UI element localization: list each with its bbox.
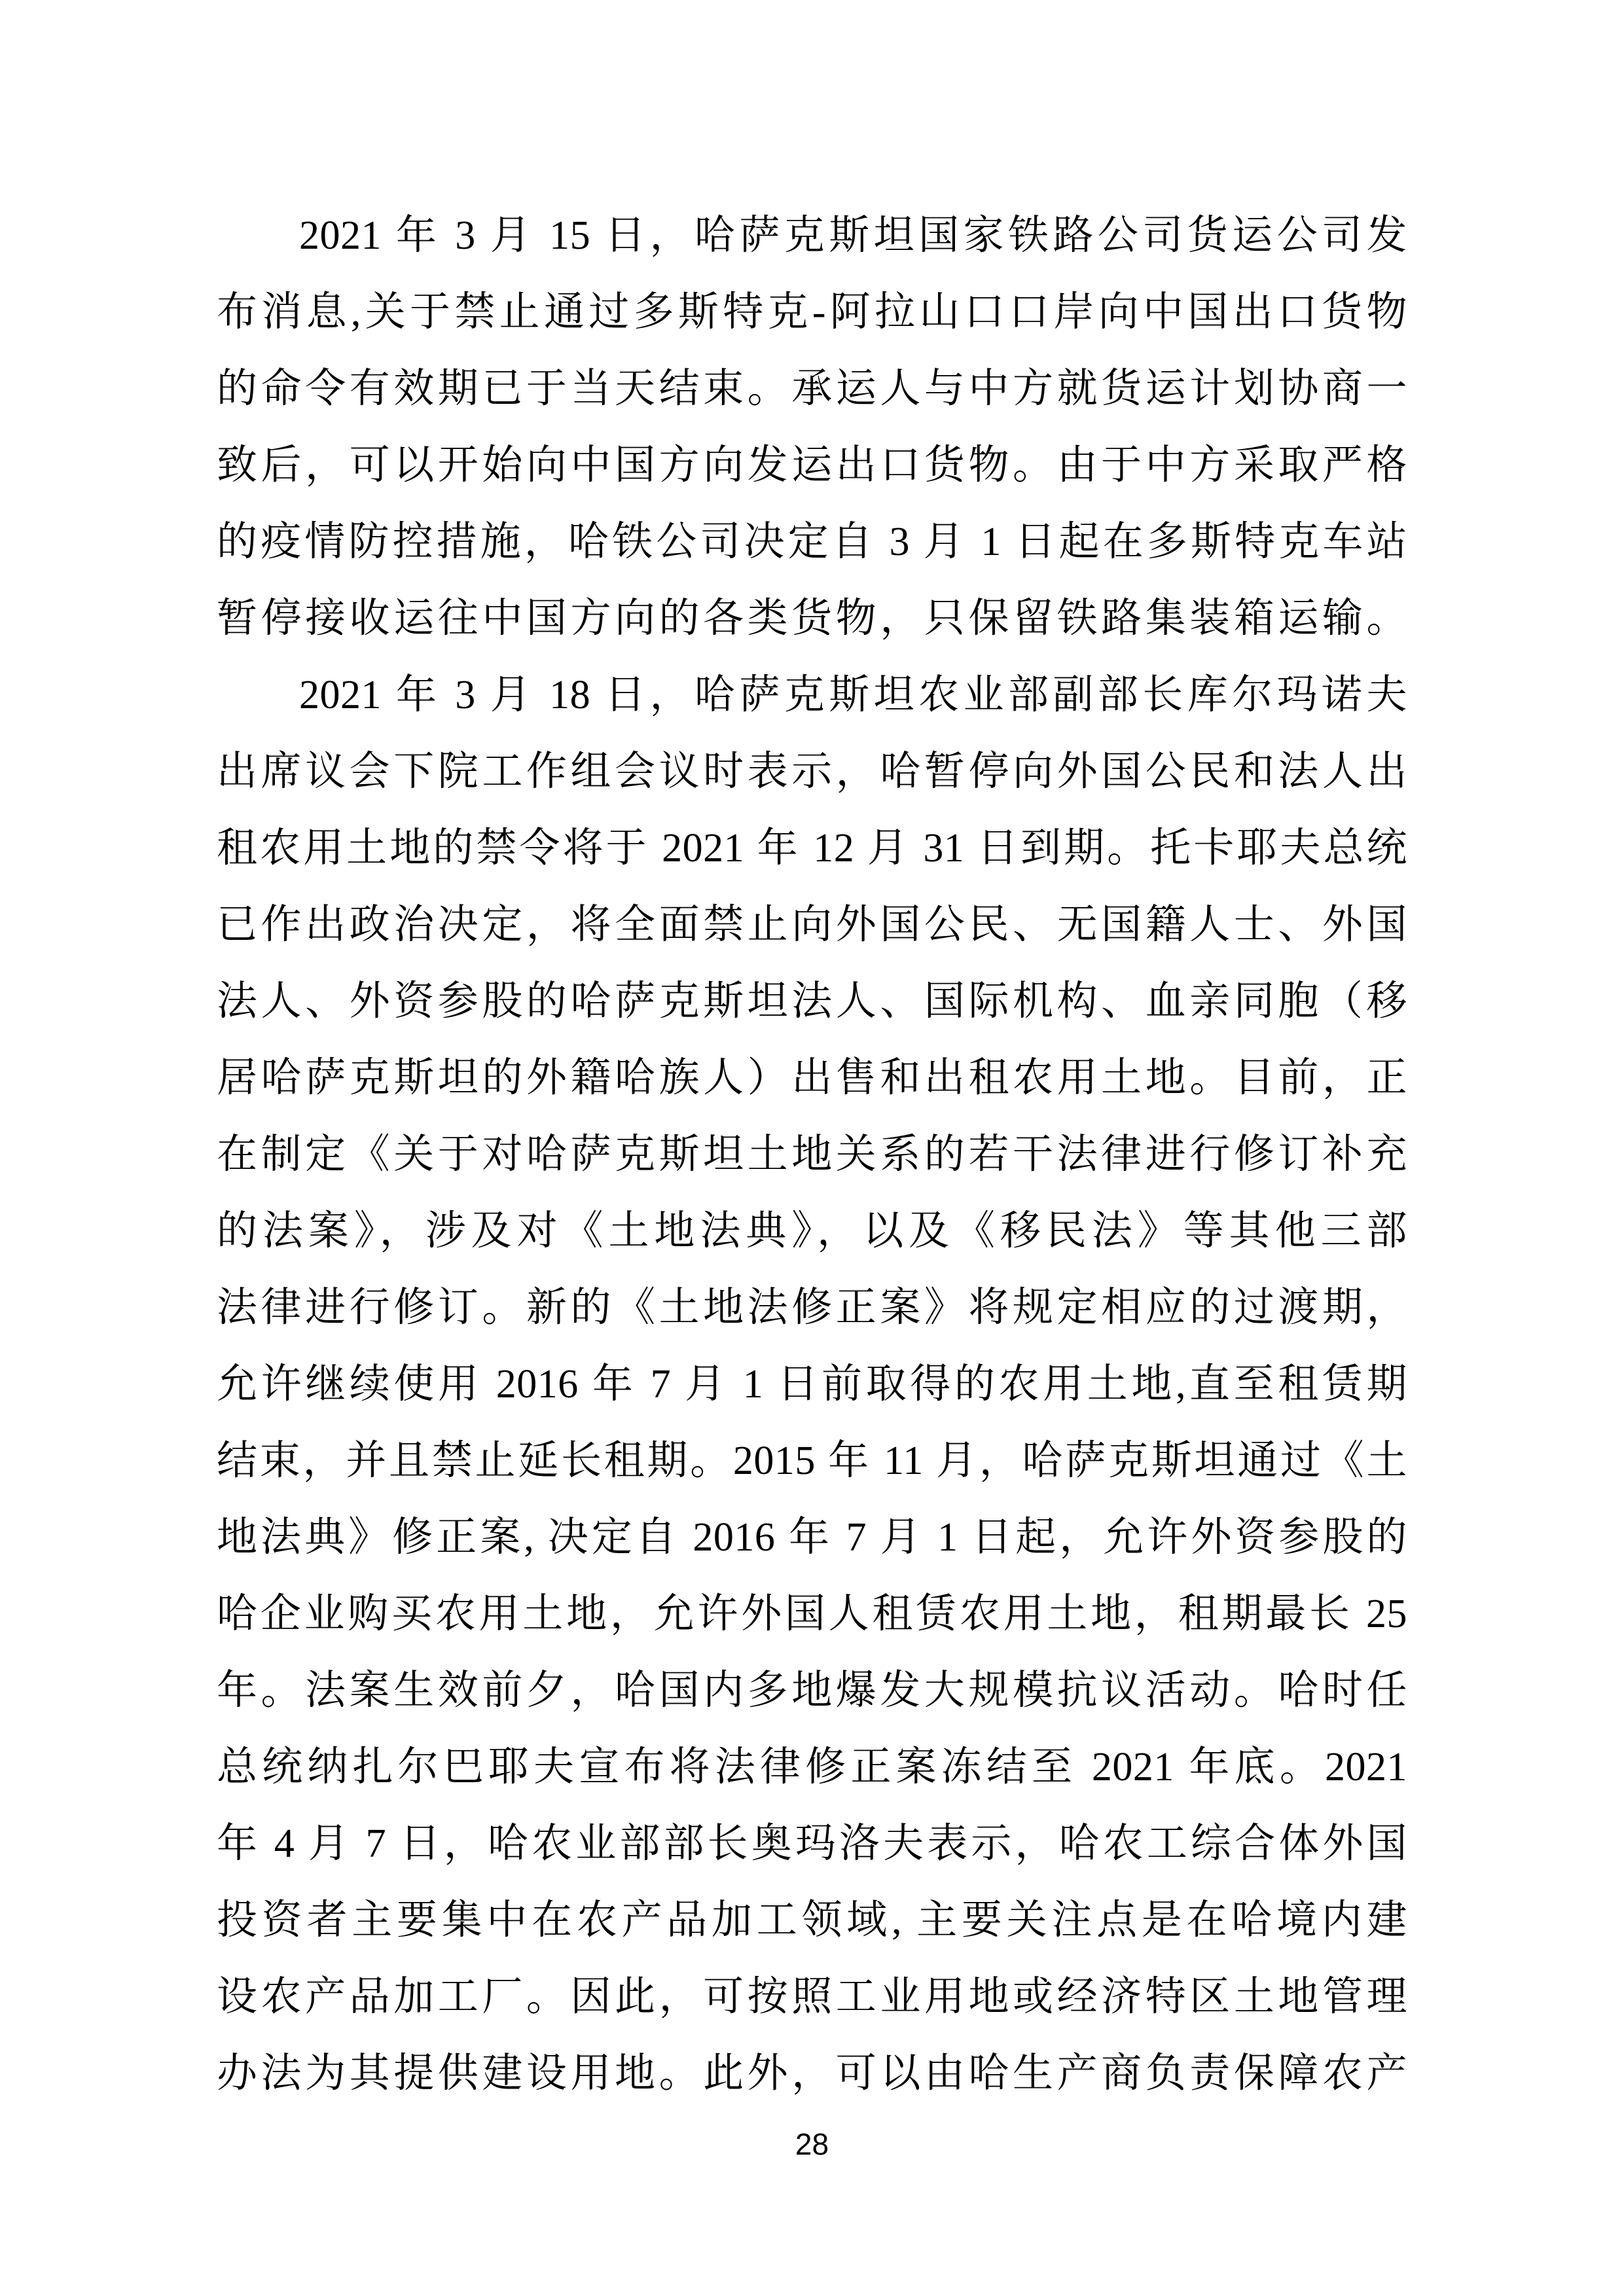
paragraph-rail-cargo [217,198,1407,657]
text-line: 在制定《关于对哈萨克斯坦土地关系的若干法律进行修订补充 [217,1132,1407,1177]
text-line: 法人、外资参股的哈萨克斯坦法人、国际机构、血亲同胞（移 [217,979,1407,1024]
text-line: 布消息,关于禁止通过多斯特克-阿拉山口口岸向中国出口货物 [217,290,1407,334]
text-line: 哈企业购买农用土地，允许外国人租赁农用土地，租期最长 25 [217,1592,1407,1636]
page-body-text [217,198,1407,2112]
page-footer [0,2125,1624,2164]
text-line: 2021 年 3 月 15 日，哈萨克斯坦国家铁路公司货运公司发 [299,213,1407,258]
text-line: 2021 年 3 月 18 日，哈萨克斯坦农业部副部长库尔玛诺夫 [299,673,1407,717]
page-number: 28 [795,2127,829,2161]
text-line: 年 4 月 7 日，哈农业部部长奥玛洛夫表示，哈农工综合体外国 [217,1821,1407,1866]
text-line: 居哈萨克斯坦的外籍哈族人）出售和出租农用土地。目前，正 [217,1056,1407,1100]
text-line: 设农产品加工厂。因此，可按照工业用地或经济特区土地管理 [217,1975,1407,2019]
paragraph-farmland-ban [217,657,1407,2112]
text-line: 致后，可以开始向中国方向发运出口货物。由于中方采取严格 [217,443,1407,488]
text-line: 的疫情防控措施，哈铁公司决定自 3 月 1 日起在多斯特克车站 [217,520,1407,564]
text-line: 办法为其提供建设用地。此外，可以由哈生产商负责保障农产 [217,2051,1407,2096]
text-line: 结束，并且禁止延长租期。2015 年 11 月，哈萨克斯坦通过《土 [217,1439,1407,1483]
text-line: 的法案》，涉及对《土地法典》，以及《移民法》等其他三部 [217,1209,1407,1253]
text-line: 地法典》修正案, 决定自 2016 年 7 月 1 日起，允许外资参股的 [217,1515,1407,1560]
text-line: 投资者主要集中在农产品加工领域, 主要关注点是在哈境内建 [217,1898,1407,1943]
text-line: 法律进行修订。新的《土地法修正案》将规定相应的过渡期， [217,1285,1407,1330]
text-line: 出席议会下院工作组会议时表示，哈暂停向外国公民和法人出 [217,749,1407,794]
text-line: 暂停接收运往中国方向的各类货物，只保留铁路集装箱运输。 [217,596,1407,641]
text-line: 的命令有效期已于当天结束。承运人与中方就货运计划协商一 [217,367,1407,411]
text-line: 已作出政治决定，将全面禁止向外国公民、无国籍人士、外国 [217,903,1407,947]
text-line: 允许继续使用 2016 年 7 月 1 日前取得的农用土地,直至租赁期 [217,1362,1407,1407]
text-line: 总统纳扎尔巴耶夫宣布将法律修正案冻结至 2021 年底。2021 [217,1745,1407,1789]
text-line: 租农用土地的禁令将于 2021 年 12 月 31 日到期。托卡耶夫总统 [217,826,1407,870]
text-line: 年。法案生效前夕，哈国内多地爆发大规模抗议活动。哈时任 [217,1668,1407,1713]
